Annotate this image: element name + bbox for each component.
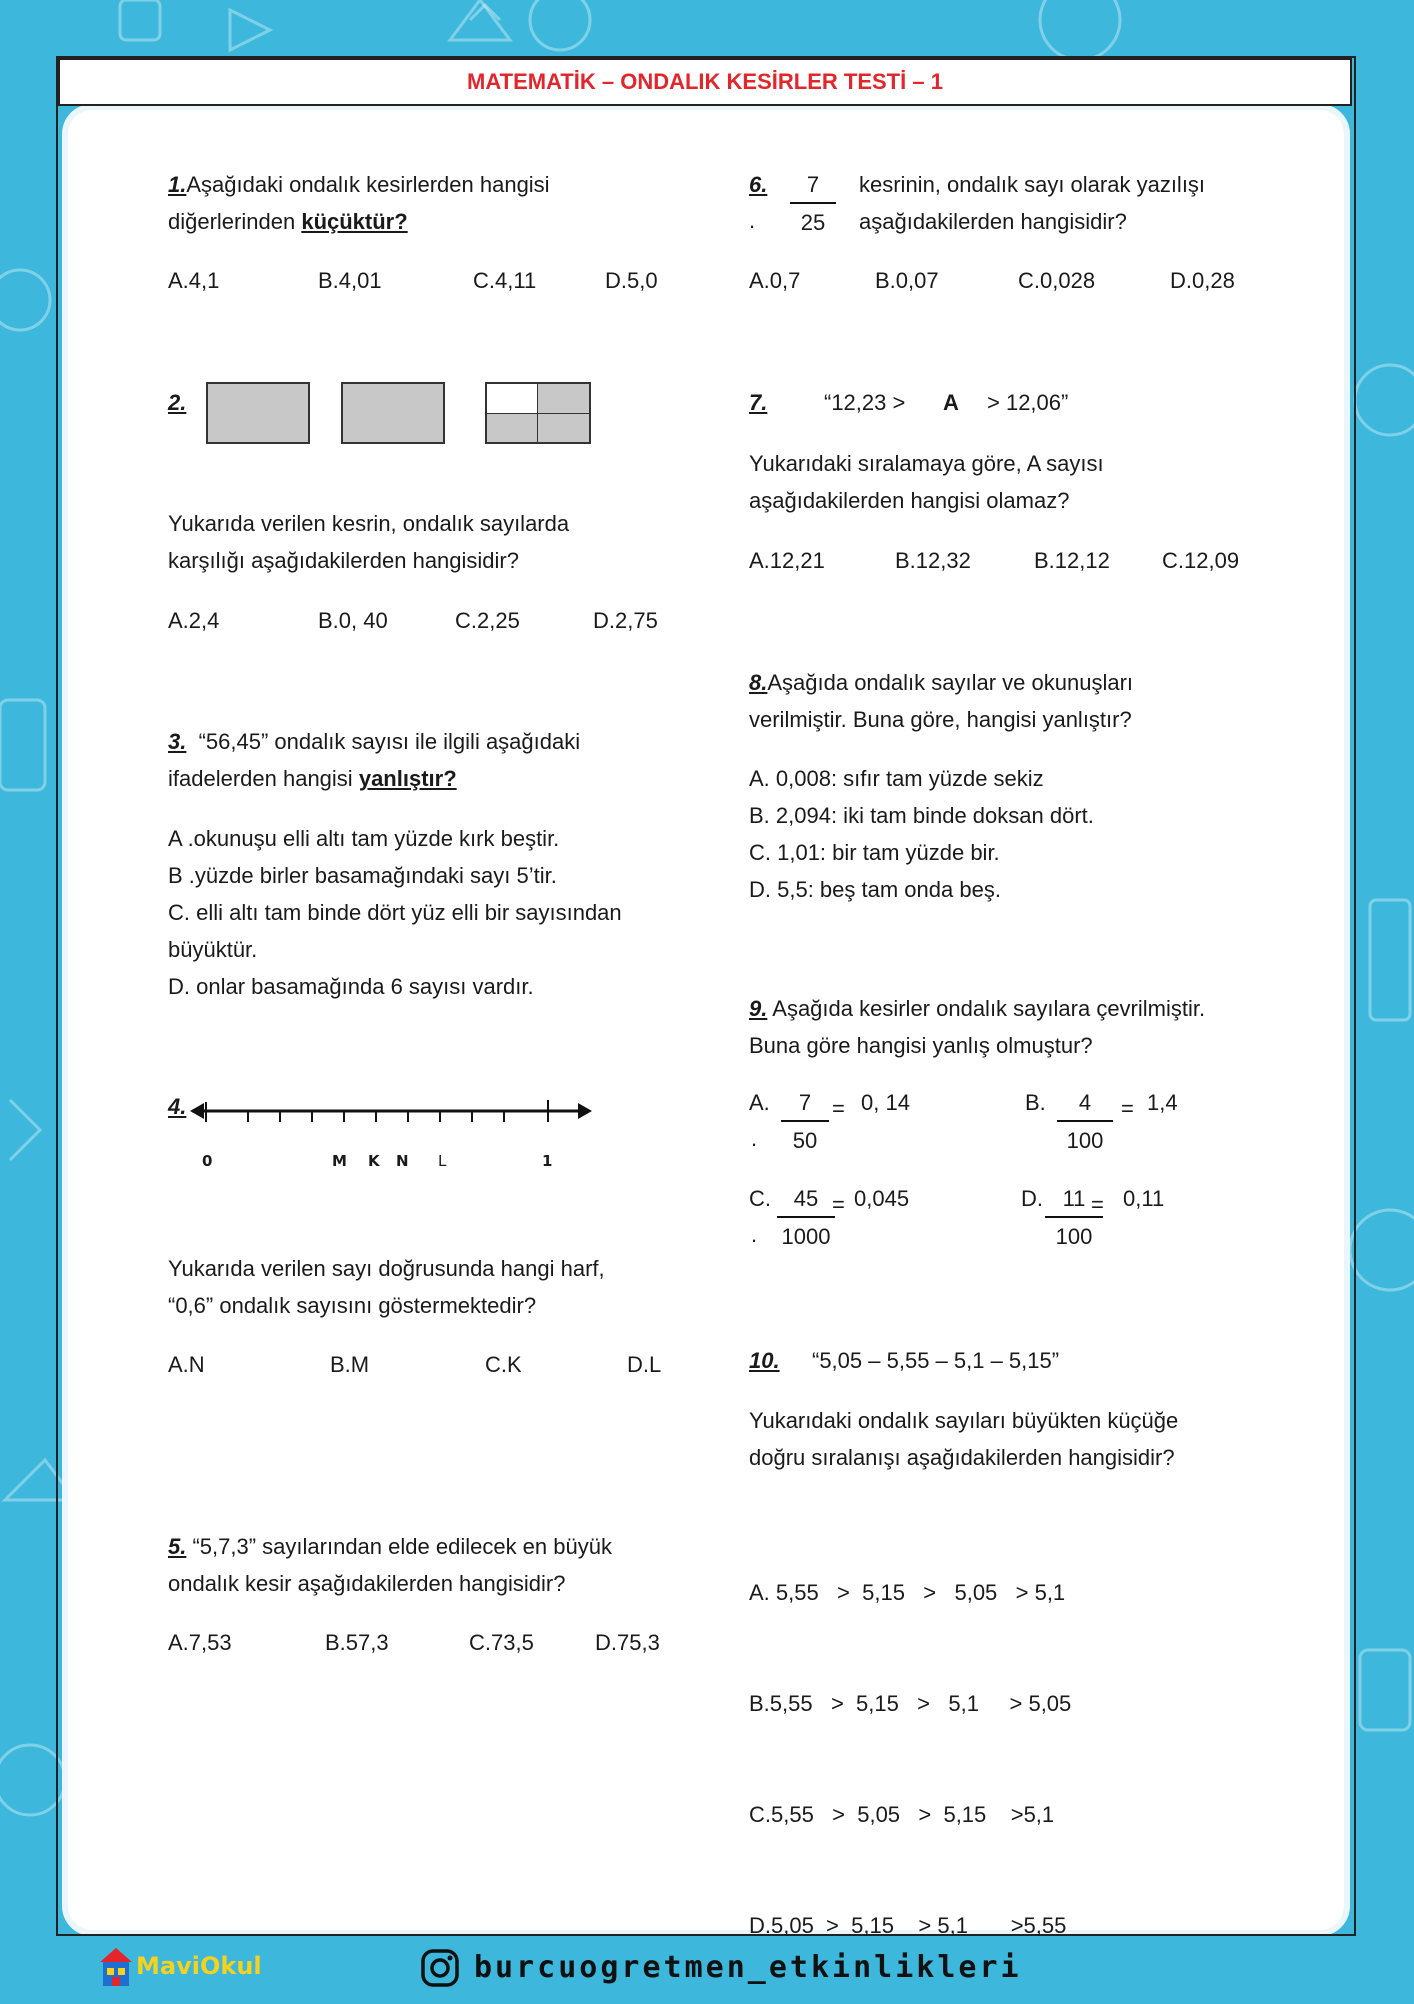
fraction-dot: . — [749, 208, 756, 233]
option-a[interactable]: A.N — [168, 1352, 205, 1377]
option-a[interactable]: A.7,53 — [168, 1630, 232, 1655]
fraction — [777, 1186, 835, 1250]
denominator: 25 — [800, 210, 826, 235]
option-value: 0, 14 — [861, 1090, 910, 1115]
question-text: Yukarıda verilen kesrin, ondalık sayılarda — [168, 511, 570, 536]
question-7 — [749, 445, 1289, 519]
expression-right: > 12,06” — [987, 390, 1069, 415]
question-text: kesrinin, ondalık sayı olarak yazılışı — [859, 172, 1206, 197]
question-3 — [168, 723, 708, 797]
option-label: D. — [1021, 1186, 1043, 1211]
question-emphasis: yanlıştır? — [358, 766, 457, 791]
label-0: 0 — [202, 1152, 213, 1170]
label-m: M — [332, 1152, 347, 1170]
option-b[interactable]: B.0,07 — [875, 268, 939, 293]
numerator: 11 — [1045, 1186, 1103, 1218]
option-dot: . — [751, 1222, 758, 1247]
question-text: ondalık kesir aşağıdakilerden hangisidir? — [168, 1571, 566, 1596]
expression-left: “12,23 > — [824, 390, 906, 415]
option-a[interactable]: A .okunuşu elli altı tam yüzde kırk beştir. — [168, 826, 560, 851]
option-b-duplicate[interactable]: B.12,12 — [1034, 548, 1110, 573]
option-a[interactable]: A. 0,008: sıfır tam yüzde sekiz — [749, 766, 1044, 791]
number-sequence: “5,05 – 5,55 – 5,1 – 5,15” — [812, 1348, 1060, 1373]
option-d[interactable]: D.0,28 — [1170, 268, 1235, 293]
option-c[interactable]: C. elli altı tam binde dört yüz elli bir sayısından — [168, 900, 622, 925]
question-3-options — [168, 820, 728, 1005]
option-label: B. — [1025, 1090, 1046, 1115]
option-label: A. — [749, 1090, 770, 1115]
number-line — [190, 1090, 600, 1130]
numerator: 4 — [1057, 1090, 1113, 1122]
question-text: diğerlerinden — [168, 209, 296, 234]
question-9 — [749, 990, 1309, 1064]
question-number: 3. — [168, 729, 187, 754]
option-c[interactable]: C. 1,01: bir tam yüzde bir. — [749, 840, 1000, 865]
instagram-handle[interactable]: burcuogretmen_etkinlikleri — [474, 1950, 1022, 1985]
question-text: aşağıdakilerden hangisidir? — [859, 209, 1127, 234]
equals-sign: = — [832, 1192, 845, 1217]
option-b[interactable]: B.4,01 — [318, 268, 382, 293]
question-emphasis: küçüktür? — [301, 209, 408, 234]
question-number: 6. — [749, 172, 768, 197]
page-title-bar — [58, 58, 1352, 106]
denominator: 1000 — [781, 1224, 831, 1249]
question-text: Aşağıdaki ondalık kesirlerden hangisi — [186, 172, 550, 197]
question-number: 5. — [168, 1534, 187, 1559]
option-a[interactable]: A.0,7 — [749, 268, 801, 293]
option-c-continued: büyüktür. — [168, 937, 258, 962]
question-text: “0,6” ondalık sayısını göstermektedir? — [168, 1293, 537, 1318]
question-text: verilmiştir. Buna göre, hangisi yanlıştır? — [749, 707, 1132, 732]
fraction — [781, 1090, 829, 1154]
label-l: L — [438, 1152, 447, 1170]
option-b[interactable]: B.12,32 — [895, 548, 971, 573]
numerator: 45 — [777, 1186, 835, 1218]
question-number: 7. — [749, 390, 768, 415]
option-a[interactable]: A.12,21 — [749, 548, 825, 573]
equals-sign: = — [1121, 1096, 1134, 1121]
question-text: Yukarıdaki ondalık sayıları büyükten küçüğe — [749, 1408, 1179, 1433]
option-a[interactable]: A.4,1 — [168, 268, 220, 293]
option-d[interactable]: D.L — [627, 1352, 662, 1377]
question-number: 1. — [168, 172, 187, 197]
question-2 — [168, 505, 688, 579]
fraction-whole-box-1 — [206, 382, 310, 444]
option-c[interactable]: C.4,11 — [473, 268, 537, 293]
question-1 — [168, 166, 688, 240]
option-d[interactable]: D.5,05 > 5,15 > 5,1 >5,55 — [749, 1913, 1067, 1938]
denominator: 100 — [1066, 1128, 1104, 1153]
option-b[interactable]: B.0, 40 — [318, 608, 388, 633]
option-c[interactable]: C.K — [485, 1352, 522, 1377]
option-d[interactable]: D. onlar basamağında 6 sayısı vardır. — [168, 974, 534, 999]
option-c[interactable]: C.73,5 — [469, 1630, 534, 1655]
question-number: 8. — [749, 670, 768, 695]
question-text: Yukarıda verilen sayı doğrusunda hangi harf, — [168, 1256, 605, 1281]
numerator: 7 — [790, 172, 836, 204]
option-value: 0,11 — [1123, 1186, 1165, 1211]
label-1: 1 — [542, 1152, 553, 1170]
option-b[interactable]: B .yüzde birler basamağındaki sayı 5’tir. — [168, 863, 557, 888]
fraction-whole-box-2 — [341, 382, 445, 444]
instagram-icon — [420, 1948, 460, 1988]
question-text: ifadelerden hangisi — [168, 766, 353, 791]
fraction-quarter-box — [485, 382, 591, 444]
option-d[interactable]: D.5,0 — [605, 268, 658, 293]
option-value: 0,045 — [854, 1186, 910, 1211]
fraction — [1057, 1090, 1113, 1154]
question-text: Aşağıda ondalık sayılar ve okunuşları — [767, 670, 1134, 695]
option-b[interactable]: B.5,55 > 5,15 > 5,1 > 5,05 — [749, 1691, 1072, 1716]
question-text: “5,7,3” sayılarından elde edilecek en büyük — [192, 1534, 612, 1559]
option-b[interactable]: B.57,3 — [325, 1630, 389, 1655]
option-b[interactable]: B. 2,094: iki tam binde doksan dört. — [749, 803, 1094, 828]
question-text: Yukarıdaki sıralamaya göre, A sayısı — [749, 451, 1104, 476]
question-text: doğru sıralanışı aşağıdakilerden hangisidir? — [749, 1445, 1175, 1470]
option-b[interactable]: B.M — [330, 1352, 370, 1377]
label-k: K — [368, 1152, 380, 1170]
question-text: karşılığı aşağıdakilerden hangisidir? — [168, 548, 519, 573]
option-value: 1,4 — [1147, 1090, 1178, 1115]
denominator: 50 — [792, 1128, 818, 1153]
page-title: MATEMATİK – ONDALIK KESİRLER TESTİ – 1 — [467, 69, 943, 94]
question-number: 10. — [749, 1348, 780, 1373]
question-number: 4. — [168, 1094, 187, 1119]
option-label: C. — [749, 1186, 771, 1211]
option-a[interactable]: A.2,4 — [168, 608, 220, 633]
question-text: “56,45” ondalık sayısı ile ilgili aşağıdaki — [198, 729, 581, 754]
option-c[interactable]: C.2,25 — [455, 608, 520, 633]
question-6 — [859, 166, 1319, 240]
option-d[interactable]: D.2,75 — [593, 608, 658, 633]
question-10-options — [749, 1500, 1309, 1981]
question-text: Aşağıda kesirler ondalık sayılara çevrilmiştir. — [772, 996, 1206, 1021]
question-10 — [749, 1402, 1309, 1476]
option-d[interactable]: D.75,3 — [595, 1630, 660, 1655]
equals-sign: = — [1091, 1192, 1104, 1217]
numerator: 7 — [781, 1090, 829, 1122]
question-number: 9. — [749, 996, 768, 1021]
option-c[interactable]: C.0,028 — [1018, 268, 1096, 293]
label-n: N — [396, 1152, 409, 1170]
fraction-7-25 — [790, 172, 836, 236]
question-5 — [168, 1528, 728, 1602]
question-8-options — [749, 760, 1309, 908]
option-dot: . — [751, 1126, 758, 1151]
question-8 — [749, 664, 1309, 738]
question-number: 2. — [168, 390, 187, 415]
equals-sign: = — [832, 1096, 845, 1121]
option-c[interactable]: C.12,09 — [1162, 548, 1240, 573]
expression-variable: A — [943, 390, 959, 415]
option-d[interactable]: D. 5,5: beş tam onda beş. — [749, 877, 1001, 902]
option-c[interactable]: C.5,55 > 5,05 > 5,15 >5,1 — [749, 1802, 1055, 1827]
option-a[interactable]: A. 5,55 > 5,15 > 5,05 > 5,1 — [749, 1580, 1066, 1605]
question-text: aşağıdakilerden hangisi olamaz? — [749, 488, 1070, 513]
question-text: Buna göre hangisi yanlış olmuştur? — [749, 1033, 1093, 1058]
question-4 — [168, 1250, 708, 1324]
denominator: 100 — [1055, 1224, 1093, 1249]
logo-text: MaviOkul — [136, 1952, 262, 1980]
house-icon — [98, 1946, 134, 1988]
